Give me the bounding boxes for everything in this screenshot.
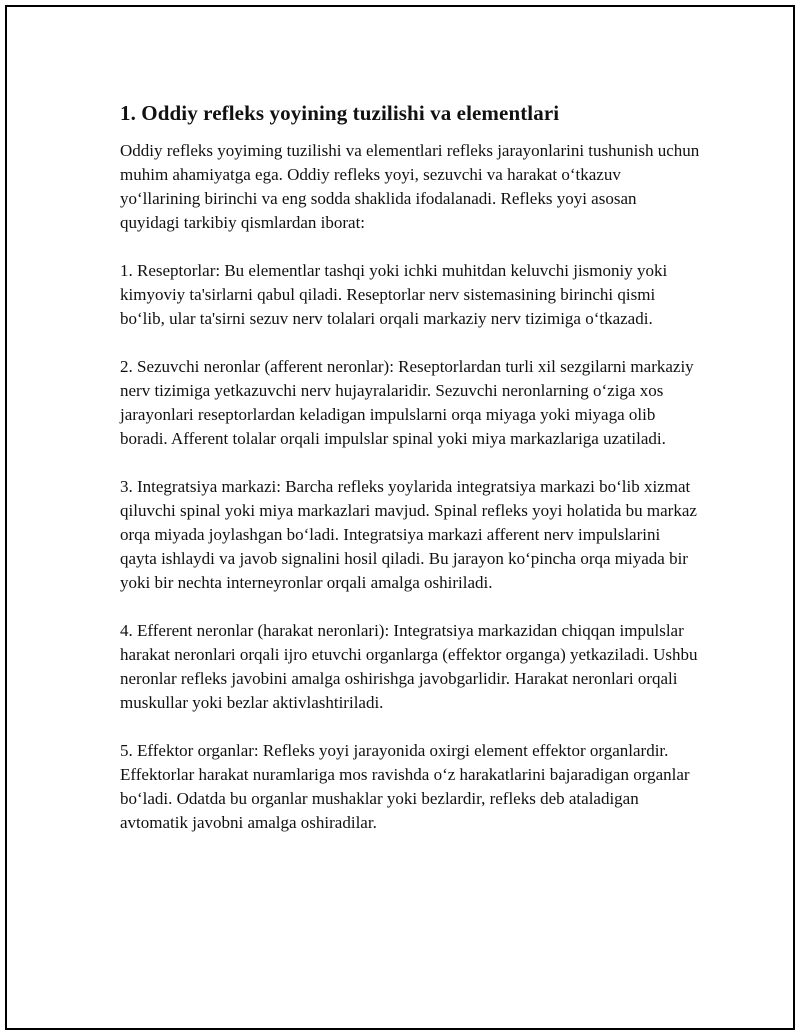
paragraph-afferent-neurons: 2. Sezuvchi neronlar (afferent neronlar): Reseptorlardan turli xil sezgilarni markaziy nerv tizimiga yetkazuvchi nerv hujayralaridir. Sezuvchi neronlarning o‘ziga xos jarayonlari reseptorlardan keladigan impulslarni orqa miyaga yoki miyaga olib boradi. Afferent tolalar orqali impulslar spinal yoki miya markazlariga uzatiladi. xyxy=(120,357,694,448)
paragraph-integration-center: 3. Integratsiya markazi: Barcha refleks yoylarida integratsiya markazi bo‘lib xizmat qiluvchi spinal yoki miya markazlari mavjud. Spinal refleks yoyi holatida bu markaz orqa miyada joylashgan bo‘ladi. Integratsiya markazi afferent nerv impulslarini qayta ishlaydi va javob signalini hosil qiladi. Bu jarayon ko‘pincha orqa miyada bir yoki bir nechta interneyronlar orqali amalga oshiriladi. xyxy=(120,477,697,592)
document-title: 1. Oddiy refleks yoyining tuzilishi va elementlari xyxy=(120,101,560,125)
paragraph-effector-organs: 5. Effektor organlar: Refleks yoyi jarayonida oxirgi element effektor organlardir. Effektorlar harakat nuramlariga mos ravishda o‘z harakatlarini bajaradigan organlar bo‘ladi. Odatda bu organlar mushaklar yoki bezlardir, refleks deb ataladigan avtomatik javobni amalga oshiradilar. xyxy=(120,741,690,832)
paragraph-efferent-neurons: 4. Efferent neronlar (harakat neronlari): Integratsiya markazidan chiqqan impulslar harakat neronlari orqali ijro etuvchi organlarga (effektor organga) yetkaziladi. Ushbu neronlar refleks javobini amalga oshirishga javobgarlidir. Harakat neronlari orqali muskullar yoki bezlar aktivlashtiriladi. xyxy=(120,621,698,712)
intro-paragraph: Oddiy refleks yoyiming tuzilishi va elementlari refleks jarayonlarini tushunish uchun muhim ahamiyatga ega. Oddiy refleks yoyi, sezuvchi va harakat o‘tkazuv yo‘llarining birinchi va eng sodda shaklida ifodalanadi. Refleks yoyi asosan quyidagi tarkibiy qismlardan iborat: xyxy=(120,141,700,232)
document-body xyxy=(120,99,700,835)
paragraph-receptors: 1. Reseptorlar: Bu elementlar tashqi yoki ichki muhitdan keluvchi jismoniy yoki kimyoviy ta'sirlarni qabul qiladi. Reseptorlar nerv sistemasining birinchi qismi bo‘lib, ular ta'sirni sezuv nerv tolalari orqali markaziy nerv tizimiga o‘tkazadi. xyxy=(120,261,668,328)
page-frame xyxy=(5,5,795,1030)
